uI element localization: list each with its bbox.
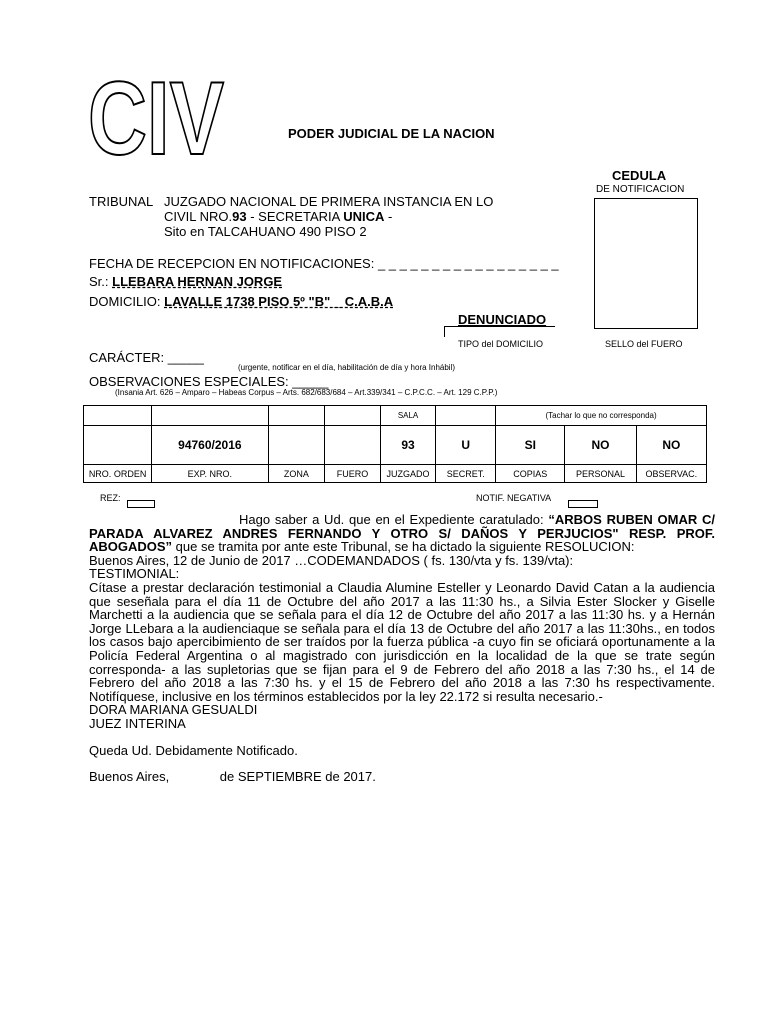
tribunal-address: Sito en TALCAHUANO 490 PISO 2 [164, 224, 367, 239]
personal-value: NO [565, 426, 636, 465]
header-copias: COPIAS [496, 465, 565, 483]
tachar-note: (Tachar lo que no corresponda) [496, 406, 707, 426]
header-juzgado: JUZGADO [380, 465, 436, 483]
resolution-date: Buenos Aires, 12 de Junio de 2017 …CODEMANDADOS ( fs. 130/vta y fs. 139/vta): [89, 552, 574, 568]
juzgado-value: 93 [380, 426, 436, 465]
tribunal-value [164, 194, 554, 239]
caracter-field: CARÁCTER: _____ [89, 350, 204, 365]
header-personal: PERSONAL [565, 465, 636, 483]
stamp-line [594, 328, 698, 329]
cell-blank [152, 406, 268, 426]
tribunal-line-1: JUZGADO NACIONAL DE PRIMERA INSTANCIA EN LO [164, 194, 494, 209]
sala-label: SALA [380, 406, 436, 426]
domicilio-label: DOMICILIO: [89, 294, 165, 309]
zona-value [268, 426, 325, 465]
intro-text: Hago saber a Ud. que en el Expediente caratulado: [239, 512, 549, 527]
header-observac: OBSERVAC. [636, 465, 706, 483]
resolution-text: Cítase a prestar declaración testimonial a Claudia Alumine Esteller y Leonardo David Catan a la audiencia que seseñala para el día 11 de Octubre del año 2017 a las 11:30 hs., a Silvia Ester Slocker y Giselle Marchetti a la audiencia que se señala para el día 12 de Octubre del año 2017 a las 11:30 hs. y a Hernán Jorge LLebara a la audienciaque se señala para el día 13 de Octubre del año 2017 a las 11:30hs., en todos los casos bajo apercibimiento de ser traídos por la fuerza pública -a cuyo fin se oficiará oportunamente a la Policía Federal Argentina o al magistrado con jurisdicción en la localidad de la que se trate según corresponda- a las supletorias que se fijan para el 9 de Febrero del año 2018 a las 7:30 hs., el 14 de Febrero del año 2018 a las 7:30 hs. y el 15 de Febrero del año 2018 a las 7:30 hs respectivamente. Notifíquese, inclusive en los términos establecidos por la ley 22.172 si resulta necesario.- [89, 579, 715, 704]
destinatario [89, 274, 282, 289]
header-fuero: FUERO [325, 465, 381, 483]
header-nro-orden: NRO. ORDEN [84, 465, 152, 483]
caratula: “ARBOS RUBEN OMAR C/ PARADA ALVAREZ ANDRES FERNANDO Y OTRO S/ DAÑOS Y PERJUCIOS" RESP. PROF. ABOGADOS” [89, 512, 715, 555]
nro-orden-value [84, 426, 152, 465]
secretaria-label: - SECRETARIA [246, 209, 344, 224]
cell-blank [325, 406, 381, 426]
tribunal-line-2-end: - [384, 209, 393, 224]
civ-logo-text: CIV [88, 61, 224, 177]
header-exp-nro: EXP. NRO. [152, 465, 268, 483]
place-date: Buenos Aires, de SEPTIEMBRE de 2017. [89, 769, 376, 785]
denunciado-bracket [444, 326, 555, 337]
urgente-note: (urgente, notificar en el día, habilitación de día y hora Inhábil) [238, 363, 456, 372]
judge-title: JUEZ INTERINA [89, 715, 186, 731]
expediente-table [83, 405, 707, 483]
domicilio [89, 294, 393, 309]
fuero-value [325, 426, 381, 465]
fecha-recepcion [89, 256, 559, 271]
document-body [89, 513, 715, 784]
fecha-label: FECHA DE RECEPCION EN NOTIFICACIONES: [89, 256, 375, 271]
domicilio-value: LAVALLE 1738 PISO 5º "B" _ C.A.B.A [164, 294, 394, 309]
sr-value: LLEBARA HERNAN JORGE [112, 274, 283, 289]
observac-value: NO [636, 426, 706, 465]
stamp-box [594, 198, 698, 329]
juzgado-number: 93 [232, 209, 247, 224]
copias-value: SI [496, 426, 565, 465]
rez-checkbox[interactable] [127, 500, 155, 508]
cedula-title: CEDULA [612, 168, 667, 183]
notificado-text: Queda Ud. Debidamente Notificado. [89, 742, 298, 758]
cedula-subtitle: DE NOTIFICACION [596, 184, 685, 195]
expediente-value: 94760/2016 [152, 426, 268, 465]
testimonial-heading: TESTIMONIAL: [89, 566, 180, 582]
cell-blank [268, 406, 325, 426]
header-secret: SECRET. [436, 465, 496, 483]
header-zona: ZONA [268, 465, 325, 483]
tribunal-civil-label: CIVIL NRO. [164, 209, 233, 224]
insania-note: (Insania Art. 626 – Amparo – Habeas Corpus – Arts. 682/683/684 – Art.339/341 – C.P.C.C. – Art. 129 C.P.P.) [115, 388, 498, 397]
stamp-label: SELLO del FUERO [605, 339, 683, 349]
fecha-value: _ _ _ _ _ _ _ _ _ _ _ _ _ _ _ _ _ [374, 256, 559, 271]
denunciado-label: DENUNCIADO [458, 312, 547, 327]
rez-label: REZ: [100, 493, 121, 503]
tipo-domicilio-label: TIPO del DOMICILIO [458, 339, 544, 349]
judge-name: DORA MARIANA GESUALDI [89, 702, 258, 718]
intro-tail: que se tramita por ante este Tribunal, se ha dictado la siguiente RESOLUCION: [172, 539, 635, 555]
observaciones-field: OBSERVACIONES ESPECIALES: _____ [89, 374, 329, 389]
tribunal-label: TRIBUNAL [89, 194, 154, 209]
notif-negativa-checkbox[interactable] [568, 500, 598, 508]
notif-negativa-label: NOTIF. NEGATIVA [476, 493, 552, 503]
sr-label: Sr.: [89, 274, 113, 289]
secretaria-value: UNICA [343, 209, 385, 224]
cell-blank [84, 406, 152, 426]
tribunal-line-2 [164, 209, 554, 224]
page-title: PODER JUDICIAL DE LA NACION [288, 126, 495, 141]
intro-paragraph [89, 513, 715, 554]
cell-blank [436, 406, 496, 426]
civ-logo [88, 61, 228, 177]
secretaria-cell-value: U [436, 426, 496, 465]
